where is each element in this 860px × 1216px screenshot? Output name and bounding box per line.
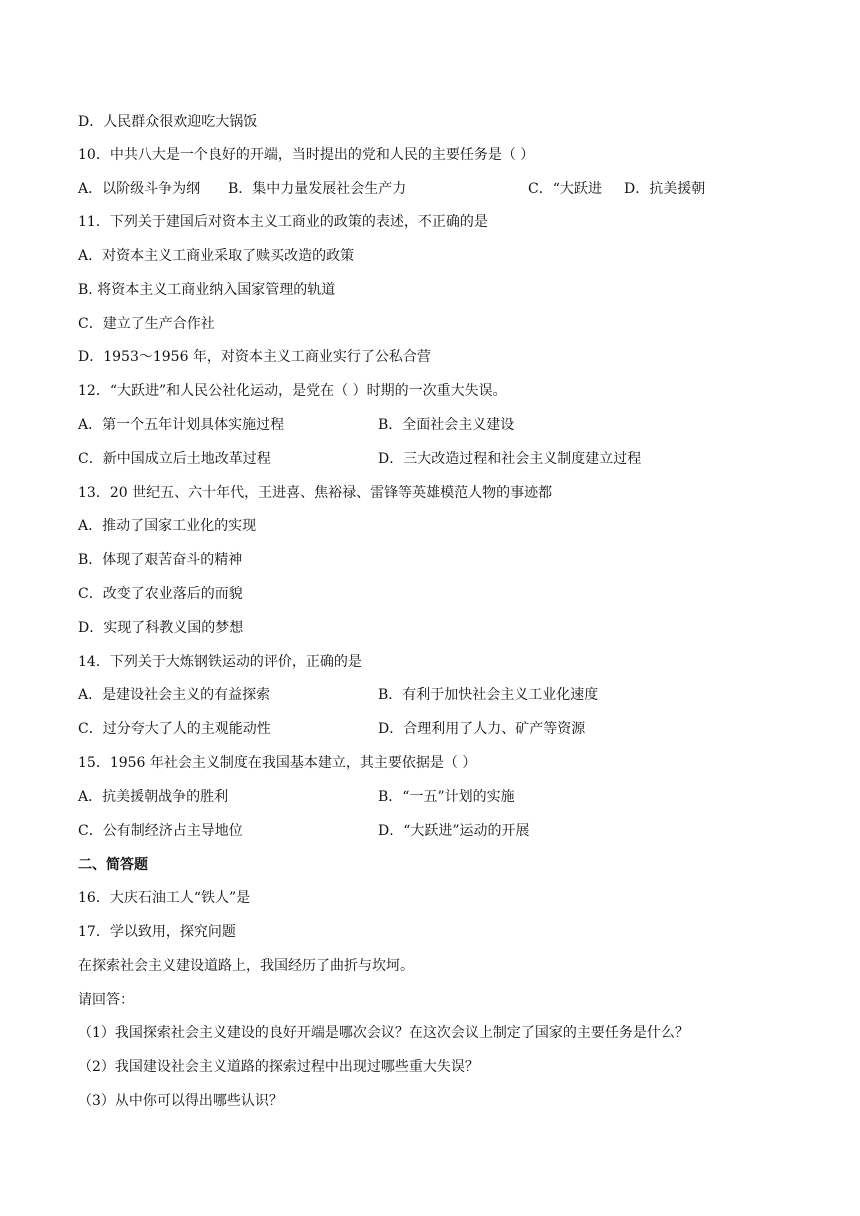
- q14-option-a: A．是建设社会主义的有益探索: [78, 687, 271, 703]
- q11-option-b: B. 将资本主义工商业纳入国家管理的轨道: [78, 282, 336, 298]
- q10-option-b: B．集中力量发展社会生产力: [228, 181, 407, 197]
- q17-sub-1: （1）我国探索社会主义建设的良好开端是哪次会议？在这次会议上制定了国家的主要任务是什么？: [78, 1025, 689, 1041]
- q17-stem: 17．学以致用，探究问题: [78, 924, 236, 940]
- q12-option-a: A．第一个五年计划具体实施过程: [78, 417, 285, 433]
- q14-option-c: C．过分夸大了人的主观能动性: [78, 721, 271, 737]
- q15-option-d: D．“大跃进”运动的开展: [378, 823, 530, 839]
- q16-stem: 16．大庆石油工人“铁人”是: [78, 890, 251, 906]
- q14-option-b: B．有利于加快社会主义工业化速度: [378, 687, 599, 703]
- q15-option-a: A．抗美援朝战争的胜利: [78, 789, 229, 805]
- q13-stem: 13．20 世纪五、六十年代，王进喜、焦裕禄、雷锋等英雄模范人物的事迹都: [78, 485, 553, 501]
- q10-option-c: C．“大跃进: [528, 181, 602, 197]
- q13-option-c: C．改变了农业落后的而貌: [78, 586, 243, 602]
- q10-option-a: A．以阶级斗争为纲: [78, 181, 201, 197]
- q11-option-d: D．1953～1956 年，对资本主义工商业实行了公私合营: [78, 349, 431, 365]
- q12-option-d: D．三大改造过程和社会主义制度建立过程: [378, 451, 642, 467]
- q17-prompt: 请回答：: [78, 992, 134, 1008]
- q11-option-a: A．对资本主义工商业采取了赎买改造的政策: [78, 248, 355, 264]
- q14-option-d: D．合理利用了人力、矿产等资源: [378, 721, 586, 737]
- q12-option-c: C．新中国成立后土地改革过程: [78, 451, 271, 467]
- q11-option-c: C．建立了生产合作社: [78, 316, 215, 332]
- section-heading-short-answer: 二、简答题: [78, 857, 148, 873]
- q17-intro: 在探索社会主义建设道路上，我国经历了曲折与坎坷。: [78, 958, 414, 974]
- q10-stem: 10．中共八大是一个良好的开端，当时提出的党和人民的主要任务是（ ）: [78, 147, 535, 163]
- q12-option-b: B．全面社会主义建设: [378, 417, 515, 433]
- q10-option-d: D．抗美援朝: [624, 181, 706, 197]
- q15-option-b: B．“一五”计划的实施: [378, 789, 515, 805]
- q13-option-b: B．体现了艰苦奋斗的精神: [78, 552, 243, 568]
- q11-stem: 11．下列关于建国后对资本主义工商业的政策的表述，不正确的是: [78, 214, 488, 230]
- q17-sub-3: （3）从中你可以得出哪些认识？: [78, 1093, 283, 1109]
- q15-stem: 15．1956 年社会主义制度在我国基本建立，其主要依据是（ ）: [78, 755, 477, 771]
- q12-stem: 12．“大跃进”和人民公社化运动，是党在（ ）时期的一次重大失误。: [78, 383, 507, 399]
- q9-option-d: D．人民群众很欢迎吃大锅饭: [78, 114, 258, 130]
- q13-option-a: A．推动了国家工业化的实现: [78, 518, 257, 534]
- q13-option-d: D．实现了科教义国的梦想: [78, 620, 244, 636]
- q17-sub-2: （2）我国建设社会主义道路的探索过程中出现过哪些重大失误？: [78, 1059, 479, 1075]
- q15-option-c: C．公有制经济占主导地位: [78, 823, 243, 839]
- q14-stem: 14．下列关于大炼钢铁运动的评价，正确的是: [78, 654, 362, 670]
